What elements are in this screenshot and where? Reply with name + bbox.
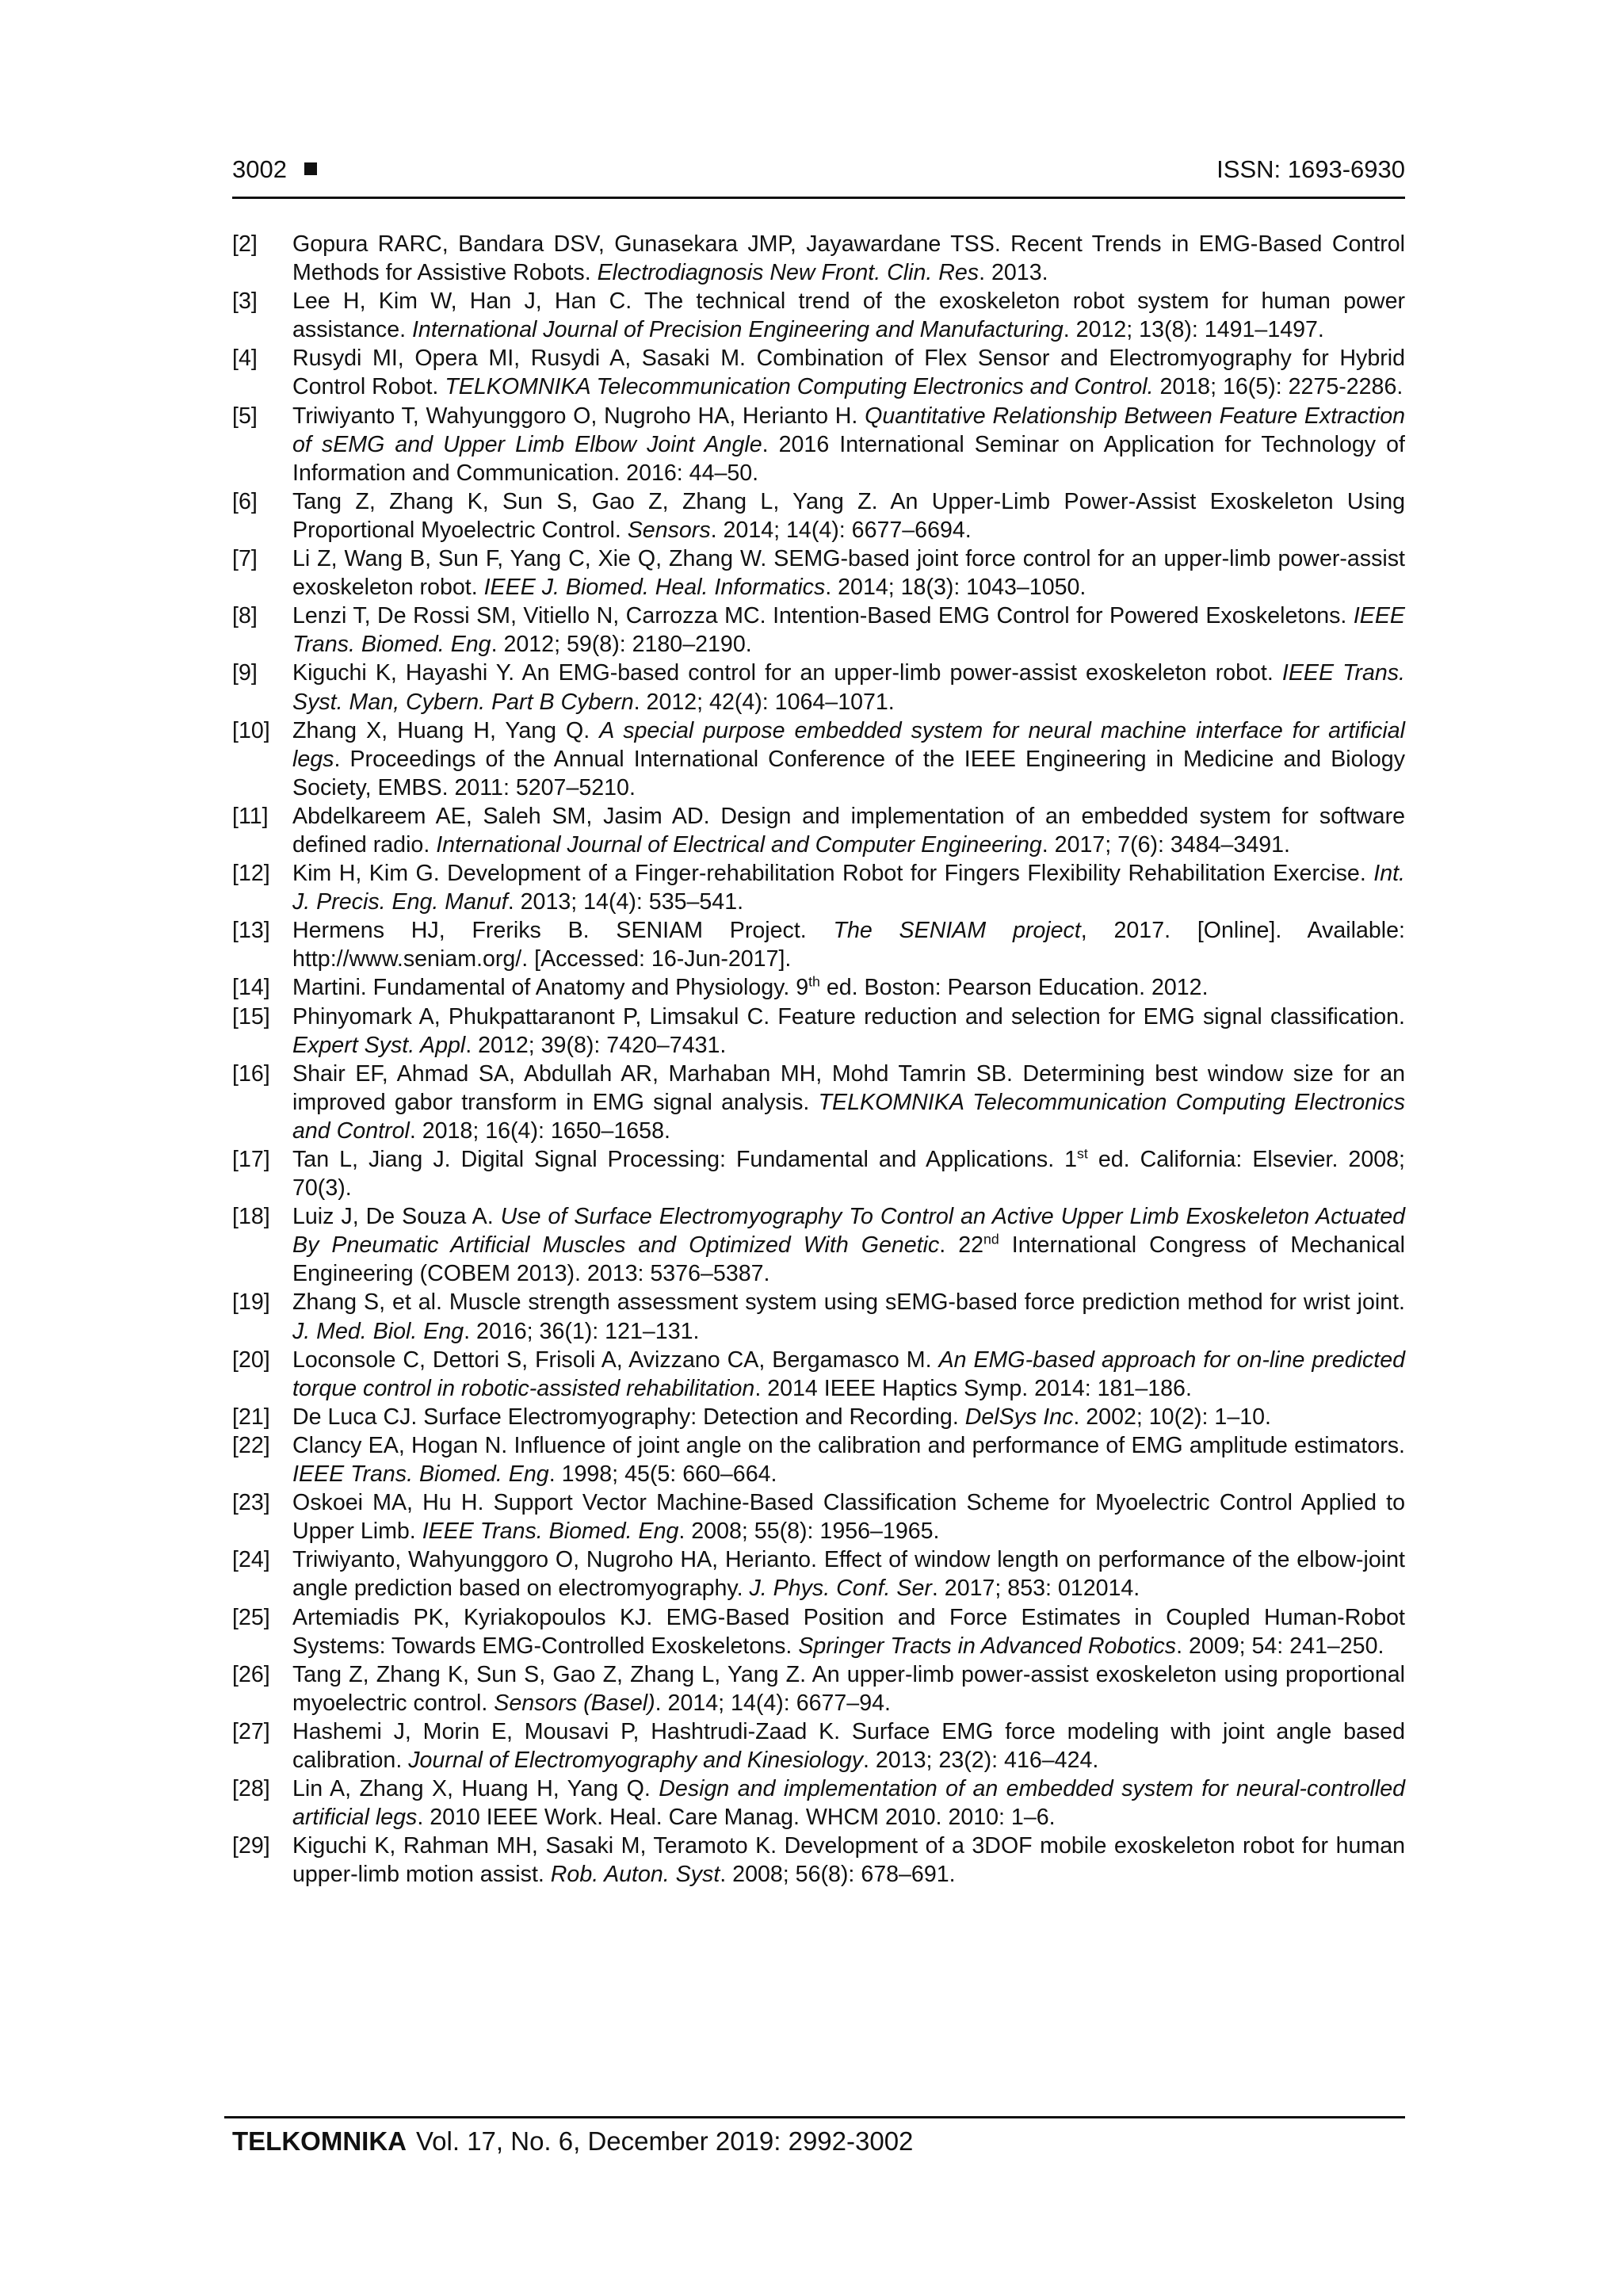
reference-source: TELKOMNIKA Telecommunication Computing Electronics and Control. bbox=[445, 374, 1154, 400]
reference-segment: Li Z, Wang B, Sun F, Yang C, Xie Q, Zhang W. SEMG-based joint force control for an upper-limb power-assist exoskeleton robot. bbox=[292, 546, 1405, 601]
reference-item bbox=[232, 916, 1405, 973]
reference-list bbox=[232, 230, 1405, 1889]
reference-segment: . Proceedings of the Annual International Conference of the IEEE Engineering in Medicine and Biology Society, EMBS. 2011: 5207–5210. bbox=[292, 746, 1405, 800]
reference-segment: . 2014; 14(4): 6677–6694. bbox=[710, 517, 972, 543]
reference-number: [18] bbox=[232, 1204, 270, 1230]
reference-segment: . 2010 IEEE Work. Heal. Care Manag. WHCM 2010. 2010: 1–6. bbox=[417, 1805, 1056, 1831]
reference-source: Journal of Electromyography and Kinesiology bbox=[408, 1747, 864, 1773]
reference-number: [10] bbox=[232, 717, 270, 743]
reference-text bbox=[292, 230, 1405, 287]
reference-number: [2] bbox=[232, 231, 258, 257]
reference-number: [28] bbox=[232, 1776, 270, 1802]
reference-source: Design and implementation of an embedded system for neural-controlled artificial legs bbox=[292, 1776, 1406, 1831]
reference-segment: Tang Z, Zhang K, Sun S, Gao Z, Zhang L, Yang Z. An Upper-Limb Power-Assist Exoskeleton Using Proportional Myoelectric Control. bbox=[292, 488, 1405, 543]
reference-item bbox=[232, 230, 1405, 287]
reference-number: [9] bbox=[232, 660, 258, 686]
reference-segment: . 2013. bbox=[979, 260, 1048, 286]
reference-number: [21] bbox=[232, 1404, 270, 1430]
reference-number: [23] bbox=[232, 1490, 270, 1516]
reference-segment: . 2012; 13(8): 1491–1497. bbox=[1063, 317, 1324, 343]
reference-text bbox=[292, 1288, 1405, 1345]
reference-source: IEEE J. Biomed. Heal. Informatics bbox=[483, 575, 826, 601]
reference-number: [3] bbox=[232, 288, 258, 315]
reference-segment: . 1998; 45(5: 660–664. bbox=[548, 1461, 777, 1488]
reference-number: [12] bbox=[232, 861, 270, 887]
journal-issue: Vol. 17, No. 6, December 2019: 2992-3002 bbox=[415, 2126, 914, 2156]
reference-segment: Lenzi T, De Rossi SM, Vitiello N, Carrozza MC. Intention-Based EMG Control for Powered Exoskeletons. bbox=[292, 603, 1354, 629]
reference-number: [25] bbox=[232, 1604, 270, 1630]
reference-segment: . 2013; 23(2): 416–424. bbox=[863, 1747, 1099, 1773]
reference-item bbox=[232, 1003, 1405, 1060]
reference-segment: . 2017; 7(6): 3484–3491. bbox=[1041, 831, 1290, 858]
reference-item bbox=[232, 544, 1405, 602]
reference-segment: Oskoei MA, Hu H. Support Vector Machine-Based Classification Scheme for Myoelectric Control Applied to Upper Limb. bbox=[292, 1490, 1405, 1545]
reference-segment: Hashemi J, Morin E, Mousavi P, Hashtrudi-Zaad K. Surface EMG force modeling with joint angle based calibration. bbox=[292, 1718, 1405, 1773]
reference-source: Electrodiagnosis New Front. Clin. Res bbox=[597, 260, 980, 286]
reference-item bbox=[232, 1545, 1405, 1603]
reference-source: J. Med. Biol. Eng bbox=[292, 1318, 464, 1344]
reference-source: Expert Syst. Appl bbox=[292, 1032, 466, 1058]
reference-segment: . 2012; 39(8): 7420–7431. bbox=[465, 1032, 727, 1058]
reference-text bbox=[292, 1060, 1405, 1145]
reference-text bbox=[292, 859, 1405, 916]
issn-label: ISSN: 1693-6930 bbox=[1216, 155, 1405, 183]
reference-item bbox=[232, 344, 1405, 401]
reference-item bbox=[232, 1288, 1405, 1345]
reference-segment: Martini. Fundamental of Anatomy and Physiology. 9 bbox=[292, 975, 809, 1001]
reference-text bbox=[292, 716, 1405, 802]
reference-item bbox=[232, 1346, 1405, 1403]
reference-segment: Tang Z, Zhang K, Sun S, Gao Z, Zhang L, Yang Z. An upper-limb power-assist exoskeleton using proportional myoelectric control. bbox=[292, 1661, 1405, 1716]
reference-source: International Journal of Precision Engineering and Manufacturing bbox=[411, 317, 1064, 343]
reference-segment: , 2017. [Online]. Available: http://www.seniam.org/. [Accessed: 16-Jun-2017]. bbox=[292, 918, 1405, 972]
reference-segment: . 2014; 18(3): 1043–1050. bbox=[825, 575, 1086, 601]
reference-source: Int. J. Precis. Eng. Manuf bbox=[292, 861, 1405, 915]
reference-segment: . 2014; 14(4): 6677–94. bbox=[655, 1690, 891, 1716]
reference-segment: . 2014 IEEE Haptics Symp. 2014: 181–186. bbox=[754, 1375, 1192, 1401]
reference-number: [5] bbox=[232, 403, 258, 429]
reference-text bbox=[292, 602, 1405, 659]
reference-segment: . 2017; 853: 012014. bbox=[931, 1576, 1140, 1602]
reference-source: DelSys Inc bbox=[964, 1404, 1074, 1430]
reference-number: [4] bbox=[232, 346, 258, 372]
reference-text bbox=[292, 802, 1405, 859]
reference-segment: Abdelkareem AE, Saleh SM, Jasim AD. Design and implementation of an embedded system for software defined radio. bbox=[292, 803, 1405, 858]
reference-segment: Zhang X, Huang H, Yang Q. bbox=[292, 717, 600, 743]
reference-text bbox=[292, 1717, 1405, 1775]
reference-text bbox=[292, 1488, 1405, 1545]
reference-item bbox=[232, 602, 1405, 659]
reference-text bbox=[292, 1775, 1405, 1832]
reference-segment: International Congress of Mechanical Engineering (COBEM 2013). 2013: 5376–5387. bbox=[292, 1232, 1406, 1287]
reference-source: International Journal of Electrical and Computer Engineering bbox=[436, 831, 1042, 858]
reference-item bbox=[232, 1403, 1405, 1431]
reference-text bbox=[292, 1346, 1405, 1403]
reference-source: IEEE Trans. Biomed. Eng bbox=[292, 603, 1405, 658]
reference-number: [20] bbox=[232, 1347, 270, 1373]
reference-segment: 2018; 16(5): 2275-2286. bbox=[1153, 374, 1403, 400]
page-number-text: 3002 bbox=[232, 155, 287, 183]
ordinal-suffix: nd bbox=[983, 1231, 999, 1247]
reference-text bbox=[292, 402, 1405, 487]
reference-segment: . 2008; 56(8): 678–691. bbox=[720, 1862, 956, 1888]
reference-segment: Triwiyanto T, Wahyunggoro O, Nugroho HA, Herianto H. bbox=[292, 403, 865, 429]
reference-text bbox=[292, 287, 1405, 344]
reference-segment: . 2013; 14(4): 535–541. bbox=[507, 889, 744, 915]
reference-source: Quantitative Relationship Between Feature Extraction of sEMG and Upper Limb Elbow Joint Angle bbox=[292, 403, 1406, 457]
reference-segment: Lin A, Zhang X, Huang H, Yang Q. bbox=[292, 1776, 659, 1802]
reference-number: [24] bbox=[232, 1547, 270, 1573]
journal-name: TELKOMNIKA bbox=[232, 2126, 407, 2156]
reference-number: [22] bbox=[232, 1432, 270, 1458]
reference-source: IEEE Trans. Syst. Man, Cybern. Part B Cybern bbox=[292, 660, 1406, 715]
reference-text bbox=[292, 1603, 1405, 1660]
reference-segment: . 2002; 10(2): 1–10. bbox=[1073, 1404, 1271, 1430]
reference-segment: . 2008; 55(8): 1956–1965. bbox=[678, 1519, 940, 1545]
reference-text bbox=[292, 659, 1405, 716]
reference-number: [13] bbox=[232, 918, 270, 944]
reference-segment: ed. Boston: Pearson Education. 2012. bbox=[819, 975, 1209, 1001]
reference-segment: Tan L, Jiang J. Digital Signal Processing: Fundamental and Applications. 1 bbox=[292, 1147, 1078, 1172]
ordinal-suffix: th bbox=[808, 973, 820, 990]
reference-item bbox=[232, 859, 1405, 916]
reference-segment: Kim H, Kim G. Development of a Finger-rehabilitation Robot for Fingers Flexibility Rehabilitation Exercise. bbox=[292, 861, 1374, 887]
reference-item bbox=[232, 487, 1405, 544]
reference-number: [19] bbox=[232, 1289, 270, 1316]
reference-number: [6] bbox=[232, 488, 258, 514]
reference-segment: . 2016 International Seminar on Application for Technology of Information and Communication. 2016: 44–50. bbox=[292, 431, 1405, 486]
reference-item bbox=[232, 1202, 1405, 1288]
reference-segment: . 2009; 54: 241–250. bbox=[1176, 1633, 1384, 1659]
reference-segment: Gopura RARC, Bandara DSV, Gunasekara JMP, Jayawardane TSS. Recent Trends in EMG-Based Control Methods for Assistive Robots. bbox=[292, 231, 1405, 286]
reference-segment: Kiguchi K, Hayashi Y. An EMG-based control for an upper-limb power-assist exoskeleton robot. bbox=[292, 660, 1282, 686]
reference-number: [17] bbox=[232, 1147, 270, 1172]
reference-number: [7] bbox=[232, 546, 258, 572]
reference-segment: Kiguchi K, Rahman MH, Sasaki M, Teramoto K. Development of a 3DOF mobile exoskeleton robot for human upper-limb motion assist. bbox=[292, 1833, 1405, 1888]
reference-text bbox=[292, 1832, 1405, 1889]
reference-item bbox=[232, 287, 1405, 344]
reference-segment: Zhang S, et al. Muscle strength assessment system using sEMG-based force prediction method for wrist joint. bbox=[292, 1289, 1405, 1316]
reference-item bbox=[232, 659, 1405, 716]
reference-source: TELKOMNIKA Telecommunication Computing Electronics and Control bbox=[292, 1089, 1405, 1144]
reference-text bbox=[292, 1003, 1405, 1060]
reference-text bbox=[292, 1145, 1405, 1202]
reference-segment: De Luca CJ. Surface Electromyography: Detection and Recording. bbox=[292, 1404, 965, 1430]
reference-number: [29] bbox=[232, 1833, 270, 1859]
reference-source: IEEE Trans. Biomed. Eng bbox=[422, 1519, 679, 1545]
reference-segment: Loconsole C, Dettori S, Frisoli A, Avizzano CA, Bergamasco M. bbox=[292, 1347, 939, 1373]
page-number bbox=[232, 155, 317, 184]
reference-number: [16] bbox=[232, 1060, 270, 1087]
page-header bbox=[232, 155, 1405, 199]
reference-segment: Phinyomark A, Phukpattaranont P, Limsakul C. Feature reduction and selection for EMG signal classification. bbox=[292, 1003, 1405, 1030]
reference-segment: Clancy EA, Hogan N. Influence of joint angle on the calibration and performance of EMG amplitude estimators. bbox=[292, 1432, 1405, 1458]
reference-item bbox=[232, 716, 1405, 802]
ordinal-suffix: st bbox=[1077, 1145, 1088, 1162]
reference-text bbox=[292, 1545, 1405, 1603]
reference-number: [27] bbox=[232, 1718, 270, 1744]
reference-item bbox=[232, 802, 1405, 859]
reference-segment: . 2012; 42(4): 1064–1071. bbox=[633, 689, 895, 715]
reference-source: An EMG-based approach for on-line predicted torque control in robotic-assisted rehabilitation bbox=[292, 1347, 1405, 1401]
reference-source: IEEE Trans. Biomed. Eng bbox=[292, 1461, 549, 1488]
reference-segment: . 2018; 16(4): 1650–1658. bbox=[409, 1117, 670, 1144]
reference-segment: Shair EF, Ahmad SA, Abdullah AR, Marhaban MH, Mohd Tamrin SB. Determining best window size for an improved gabor transform in EMG signal analysis. bbox=[292, 1060, 1405, 1115]
reference-item bbox=[232, 973, 1405, 1002]
reference-segment: Rusydi MI, Opera MI, Rusydi A, Sasaki M. Combination of Flex Sensor and Electromyography for Hybrid Control Robot. bbox=[292, 346, 1405, 400]
reference-number: [26] bbox=[232, 1661, 270, 1687]
reference-text bbox=[292, 1431, 1405, 1488]
reference-item bbox=[232, 1603, 1405, 1660]
reference-item bbox=[232, 1488, 1405, 1545]
reference-text bbox=[292, 973, 1405, 1002]
reference-item bbox=[232, 1431, 1405, 1488]
reference-item bbox=[232, 1832, 1405, 1889]
reference-text bbox=[292, 544, 1405, 602]
reference-segment: Artemiadis PK, Kyriakopoulos KJ. EMG-Based Position and Force Estimates in Coupled Human-Robot Systems: Towards EMG-Controlled Exoskeletons. bbox=[292, 1604, 1405, 1659]
reference-source: Use of Surface Electromyography To Control an Active Upper Limb Exoskeleton Actuated By Pneumatic Artificial Muscles and Optimized With Genetic bbox=[292, 1204, 1405, 1259]
reference-source: Springer Tracts in Advanced Robotics bbox=[798, 1633, 1177, 1659]
reference-source: Sensors bbox=[627, 517, 711, 543]
reference-segment: Luiz J, De Souza A. bbox=[292, 1204, 501, 1230]
reference-source: Rob. Auton. Syst bbox=[550, 1862, 720, 1888]
square-bullet-icon bbox=[304, 162, 317, 175]
reference-segment: Hermens HJ, Freriks B. SENIAM Project. bbox=[292, 918, 834, 944]
reference-text bbox=[292, 1403, 1405, 1431]
reference-number: [14] bbox=[232, 975, 270, 1001]
reference-segment: ed. California: Elsevier. 2008; 70(3). bbox=[292, 1147, 1405, 1201]
reference-segment: . 2012; 59(8): 2180–2190. bbox=[491, 632, 752, 658]
reference-number: [8] bbox=[232, 603, 258, 629]
reference-number: [11] bbox=[232, 803, 269, 829]
reference-item bbox=[232, 1775, 1405, 1832]
reference-item bbox=[232, 1660, 1405, 1717]
reference-segment: Triwiyanto, Wahyunggoro O, Nugroho HA, Herianto. Effect of window length on performance of the elbow-joint angle prediction based on electromyography. bbox=[292, 1547, 1405, 1602]
page-footer bbox=[224, 2116, 1405, 2157]
reference-item bbox=[232, 1717, 1405, 1775]
reference-source: A special purpose embedded system for neural machine interface for artificial legs bbox=[292, 717, 1405, 772]
reference-number: [15] bbox=[232, 1003, 270, 1030]
reference-source: The SENIAM project bbox=[833, 918, 1081, 944]
reference-segment: Lee H, Kim W, Han J, Han C. The technical trend of the exoskeleton robot system for human power assistance. bbox=[292, 288, 1405, 343]
reference-source: J. Phys. Conf. Ser bbox=[749, 1576, 932, 1602]
reference-text bbox=[292, 1202, 1405, 1288]
reference-segment: . 2016; 36(1): 121–131. bbox=[464, 1318, 700, 1344]
reference-item bbox=[232, 1145, 1405, 1202]
reference-item bbox=[232, 1060, 1405, 1145]
reference-text bbox=[292, 487, 1405, 544]
reference-segment: . 22 bbox=[939, 1232, 984, 1259]
reference-source: Sensors (Basel) bbox=[494, 1690, 655, 1716]
reference-text bbox=[292, 344, 1405, 401]
reference-text bbox=[292, 916, 1405, 973]
reference-item bbox=[232, 402, 1405, 487]
reference-text bbox=[292, 1660, 1405, 1717]
